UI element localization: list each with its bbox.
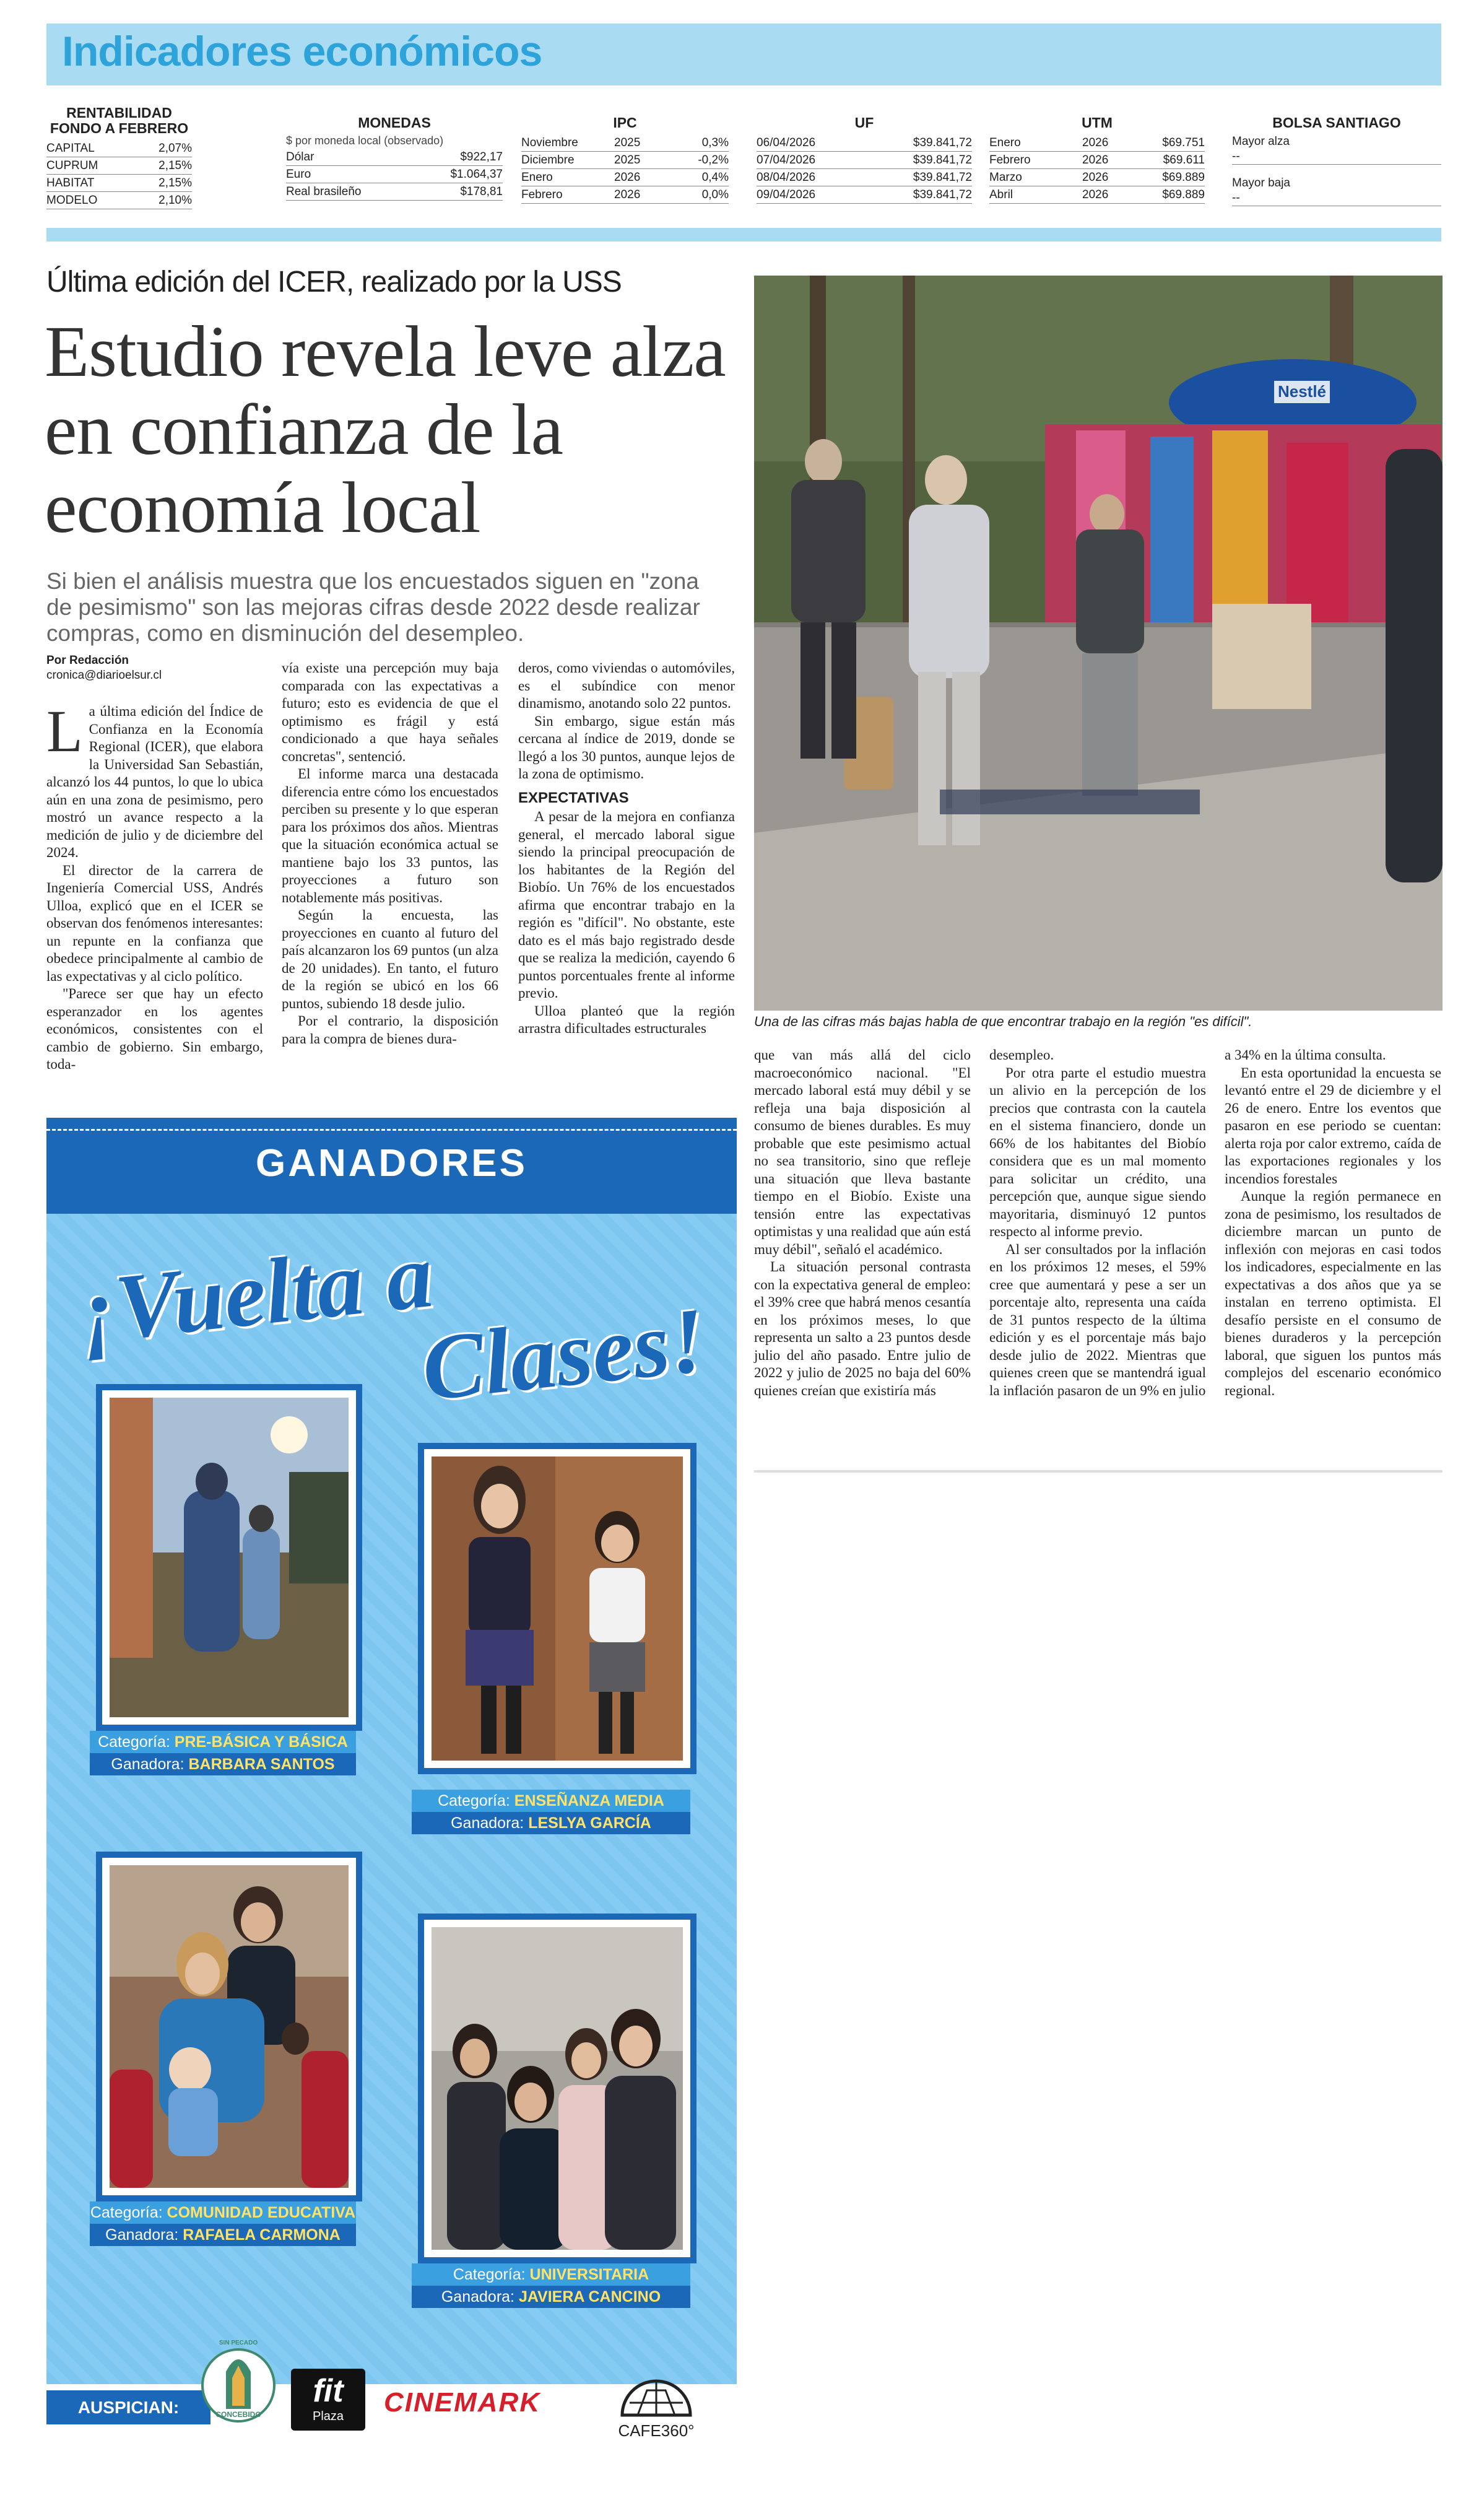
photo-sign: Nestlé [1277,382,1327,401]
rentabilidad-row [46,192,192,209]
utm-table [989,105,1205,204]
byline-author: Por Redacción [46,654,129,667]
sponsor-fit-text: fit [313,2373,344,2409]
utm-header: UTM [1082,115,1113,131]
rentabilidad-table [46,105,192,209]
winner-photo-4 [418,1914,696,2263]
ipc-row [521,169,729,186]
ad-dashed-line [46,1129,737,1136]
uf-row-value: $39.841,72 [913,136,972,149]
monedas-row-name: Dólar [286,150,315,163]
uf-row-date: 09/04/2026 [757,188,816,201]
monedas-row-name: Real brasileño [286,185,362,198]
winner-photo-3-illustration [110,1865,349,2188]
col6-paragraph: Aunque la región permanece en zona de pesimismo, los resultados de diciembre marcan un punto de inflexión con mejoras en casi todos los indicadores, especialmente en las expectativas a dos años que ya se instalan en terreno optimista. El desafío persiste en el consumo de bienes duraderos y la percepción laboral, que siguen los puntos más complejos del escenario económico regional. [1225,1188,1441,1398]
uf-row [757,152,972,169]
ipc-header: IPC [613,115,637,131]
rentabilidad-row-name: CUPRUM [46,159,98,172]
rentabilidad-row-value: 2,15% [158,176,192,189]
dropcap: L [46,698,83,764]
utm-row-value: $69.611 [1163,154,1205,167]
col5-paragraph: Al ser consultados por la inflación en los próximos 12 meses, el 59% cree que aumentará y pese a ser un porcentaje alto, representa una caída de 31 puntos respecto de la última edición y es el porcentaje más bajo desde julio de 2022. Mientras que quienes creen que se mantendrá igual la inflación pasaron de un 9% en julio [989,1241,1206,1398]
ganadores-ad [46,1118,737,2455]
article-column-4 [754,1047,971,1400]
photo-caption: Una de las cifras más bajas habla de que encontrar trabajo en la región "es difícil". [754,1014,1252,1029]
monedas-row-value: $922,17 [460,150,503,163]
utm-row-year: 2026 [1082,171,1109,184]
rentabilidad-row-value: 2,07% [158,142,192,155]
col5-paragraph: Por otra parte el estudio muestra un alivio en la percepción de los precios que contrasta con la cautela en el sistema financiero, donde un 66% de los habitantes del Biobío considera que es un mal momento para solicitar un crédito, una percepción que, aunque sigue siendo mayoritaria, disminuyó 12 puntos respecto al informe previo. [989,1065,1206,1239]
col6-paragraph: En esta oportunidad la encuesta se levantó entre el 29 de diciembre y el 26 de enero. Entre los eventos que pasaron en ese periodo se cuentan: alerta roja por calor extremo, caída de las exportaciones regionales y los incendios forestales [1225,1065,1441,1187]
ipc-row-year: 2026 [614,171,641,184]
sponsor-fit-plaza-logo[interactable] [291,2369,365,2431]
col3-paragraph: A pesar de la mejora en confianza general, el mercado laboral sigue siendo la principal preocupación de los habitantes de la Región del Biobío. Un 76% de los encuestados afirma que encontrar trabajo en la región es "difícil". No obstante, este dato es el más bajo registrado desde que se realiza la medición, cayendo 6 puntos porcentuales frente al informe previo. [518,809,735,1001]
bolsa-up-label: Mayor alza [1232,135,1290,148]
byline-email[interactable]: cronica@diarioelsur.cl [46,669,162,682]
sponsor-cafe360-text: CAFE360° [618,2421,695,2440]
bolsa-down-label: Mayor baja [1232,176,1290,189]
monedas-table [286,105,503,201]
article-column-2 [282,660,498,1048]
winner-2-name: Ganadora: LESLYA GARCÍA [412,1812,690,1834]
utm-row-month: Febrero [989,154,1031,167]
utm-row [989,152,1205,169]
ipc-row-month: Enero [521,171,553,184]
monedas-header: MONEDAS [358,115,431,131]
utm-row-value: $69.889 [1162,171,1205,184]
ad-script-line1: ¡Vuelta a [75,1223,438,1363]
uf-row [757,186,972,204]
col1-paragraph: a última edición del Índice de Confianza en la Economía Regional (ICER), que elabora la Universidad San Sebastián, alcanzó los 44 puntos, lo que lo ubica aún en una zona de pesimismo, pero mostró un avance respecto a la medición de julio y de diciembre del 2024. [46,703,263,860]
sponsor-sin-pecado-bottom: CONCEBIDO [215,2410,261,2419]
article-kicker: Última edición del ICER, realizado por la USS [46,266,622,298]
rentabilidad-row [46,140,192,157]
winner-photo-2-image [432,1457,683,1761]
ipc-row-month: Diciembre [521,154,575,167]
monedas-row-value: $1.064,37 [450,168,503,181]
uf-row-date: 08/04/2026 [757,171,816,184]
winner-3-name: Ganadora: RAFAELA CARMONA [90,2224,356,2246]
sponsor-sin-pecado-top: SIN PECADO [219,2340,258,2346]
uf-row-date: 06/04/2026 [757,136,816,149]
rentabilidad-row-name: MODELO [46,194,98,207]
indicators-title: Indicadores económicos [62,28,542,75]
uf-table [757,105,972,204]
winner-photo-2-illustration [432,1457,683,1761]
monedas-row [286,183,503,201]
ipc-row-month: Febrero [521,188,563,201]
rentabilidad-row-name: CAPITAL [46,142,95,155]
col2-paragraph: Según la encuesta, las proyecciones en cuanto al futuro del país alcanzaron los 69 puntos (un alza de 20 unidades). En tanto, el futuro de la región se ubicó en los 66 puntos, subiendo 18 desde julio. [282,907,498,1011]
uf-row-value: $39.841,72 [913,171,972,184]
rentabilidad-row-value: 2,15% [158,159,192,172]
bolsa-up-value: -- [1232,149,1441,165]
winner-4-name: Ganadora: JAVIERA CANCINO [412,2286,690,2308]
ipc-row [521,186,729,204]
ad-title: GANADORES [255,1142,528,1185]
winner-photo-1-image [110,1398,349,1717]
winner-1-category: Categoría: PRE-BÁSICA Y BÁSICA [90,1731,356,1753]
utm-row-year: 2026 [1082,188,1109,201]
col3-paragraph: Sin embargo, sigue están más cercana al índice de 2019, donde se llegó a los 30 puntos, aunque lejos de la zona de optimismo. [518,713,735,782]
article-headline: Estudio revela leve alza en confianza de la economía local [45,311,726,548]
winner-3-category: Categoría: COMUNIDAD EDUCATIVA [90,2201,356,2224]
ipc-table [521,105,729,204]
ad-script-line2: Clases! [417,1288,711,1421]
winner-photo-3-image [110,1865,349,2188]
sponsor-plaza-text: Plaza [312,2410,344,2423]
winner-photo-1 [96,1384,362,1731]
monedas-row-value: $178,81 [460,185,503,198]
bolsa-down-value: -- [1232,191,1441,206]
rentabilidad-row-value: 2,10% [158,194,192,207]
bolsa-table [1232,105,1441,206]
winner-photo-4-image [432,1927,683,2250]
winner-photo-4-illustration [432,1927,683,2250]
winner-photo-3 [96,1852,362,2201]
ipc-row-value: -0,2% [698,154,729,167]
utm-row [989,186,1205,204]
col4-paragraph: La situación personal contrasta con la expectativa general de empleo: el 39% cree que habrá menos cesantía en los próximos meses, lo que representa un salto a 23 puntos desde julio del año pasado. Entre julio de 2022 y julio de 2025 no baja del 60% quienes creían que existiría más [754,1259,971,1398]
sponsor-sin-pecado-logo[interactable] [201,2335,276,2440]
article-column-1 [46,698,263,1074]
col2-paragraph: Por el contrario, la disposición para la compra de bienes dura- [282,1013,498,1047]
utm-row [989,134,1205,152]
subhead-expectativas: EXPECTATIVAS [518,789,629,806]
ipc-row-value: 0,4% [701,171,729,184]
article-column-3 [518,660,735,1038]
utm-row-year: 2026 [1082,154,1109,167]
utm-row-month: Abril [989,188,1013,201]
ipc-row-year: 2025 [614,136,641,149]
winner-photo-2 [418,1443,696,1774]
market-photo [754,276,1443,1011]
uf-row [757,134,972,152]
col5-paragraph: desempleo. [989,1047,1054,1063]
winner-4-category: Categoría: UNIVERSITARIA [412,2263,690,2286]
col2-paragraph: El informe marca una destacada diferencia entre cómo los encuestados perciben su presente y lo que esperan para los próximos dos años. Mientras que la situación económica actual se mantiene bajo los 33 puntos, las proyecciones a futuro son notablemente más positivas. [282,766,498,905]
winner-photo-1-illustration [110,1398,349,1717]
ipc-row-year: 2025 [614,154,641,167]
rentabilidad-row [46,175,192,192]
uf-row-date: 07/04/2026 [757,154,816,167]
col1-paragraph: El director de la carrera de Ingeniería Comercial USS, Andrés Ulloa, explicó que en el ICER se observan dos fenómenos interesantes: un repunte en la confianza que obedece principalmente al cambio de las expectativas y al ciclo político. [46,862,263,984]
winner-1-name: Ganadora: BARBARA SANTOS [90,1753,356,1775]
article-column-6 [1225,1047,1441,1400]
utm-row [989,169,1205,186]
monedas-row-name: Euro [286,168,311,181]
byline [46,653,162,683]
winner-2-category: Categoría: ENSEÑANZA MEDIA [412,1790,690,1812]
col3-paragraph: deros, como viviendas o automóviles, es el subíndice con menor dinamismo, anotando solo 22 puntos. [518,660,735,711]
article-column-5 [989,1047,1206,1400]
article-bottom-rule [754,1470,1443,1473]
col1-paragraph: "Parece ser que hay un efecto esperanzador en los agentes económicos, consistentes con el cambio de gobierno. Sin embargo, toda- [46,986,263,1072]
col4-paragraph: que van más allá del ciclo macroeconómico nacional. "El mercado laboral está muy débil y se refleja una baja disposición al consumo de bienes durables. Es muy probable que este pesimismo actual no sea transitorio, sino que refleje una situación que lleva bastante tiempo en el Biobío. Existe una tensión entre las expectativas optimistas y una realidad que aún está muy débil", señaló el académico. [754,1047,971,1257]
monedas-row [286,166,503,183]
col3-paragraph: Ulloa planteó que la región arrastra dificultades estructurales [518,1003,735,1036]
col6-paragraph: a 34% en la última consulta. [1225,1047,1386,1063]
ipc-row [521,134,729,152]
utm-row-value: $69.751 [1162,136,1205,149]
ipc-row-month: Noviembre [521,136,578,149]
col2-paragraph: vía existe una percepción muy baja comparada con las expectativas a futuro; esto es evidencia de que el optimismo es frágil y está condicionado a que haya señales concretas", sentenció. [282,660,498,764]
monedas-subheader: $ por moneda local (observado) [286,134,444,147]
market-photo-illustration [754,276,1443,1011]
utm-row-month: Enero [989,136,1021,149]
indicators-divider [46,228,1441,242]
article-deck: Si bien el análisis muestra que los encuestados siguen en "zona de pesimismo" son las mejoras cifras desde 2022 desde realizar compras, como en disminución del desempleo. [46,568,700,646]
rentabilidad-row [46,157,192,175]
sponsors-label: AUSPICIAN: [46,2390,210,2424]
ipc-row-value: 0,3% [701,136,729,149]
rentabilidad-row-name: HABITAT [46,176,95,189]
utm-row-year: 2026 [1082,136,1109,149]
sponsor-cafe360-logo[interactable] [610,2359,703,2452]
uf-row [757,169,972,186]
uf-header: UF [854,115,874,131]
ipc-row [521,152,729,169]
ipc-row-value: 0,0% [701,188,729,201]
utm-row-month: Marzo [989,171,1022,184]
sponsor-cinemark-logo[interactable]: CINEMARK [384,2387,541,2418]
utm-row-value: $69.889 [1162,188,1205,201]
monedas-row [286,149,503,166]
rentabilidad-header: RENTABILIDAD FONDO A FEBRERO [50,105,189,136]
uf-row-value: $39.841,72 [913,154,972,167]
uf-row-value: $39.841,72 [913,188,972,201]
bolsa-header: BOLSA SANTIAGO [1272,115,1401,131]
ipc-row-year: 2026 [614,188,641,201]
